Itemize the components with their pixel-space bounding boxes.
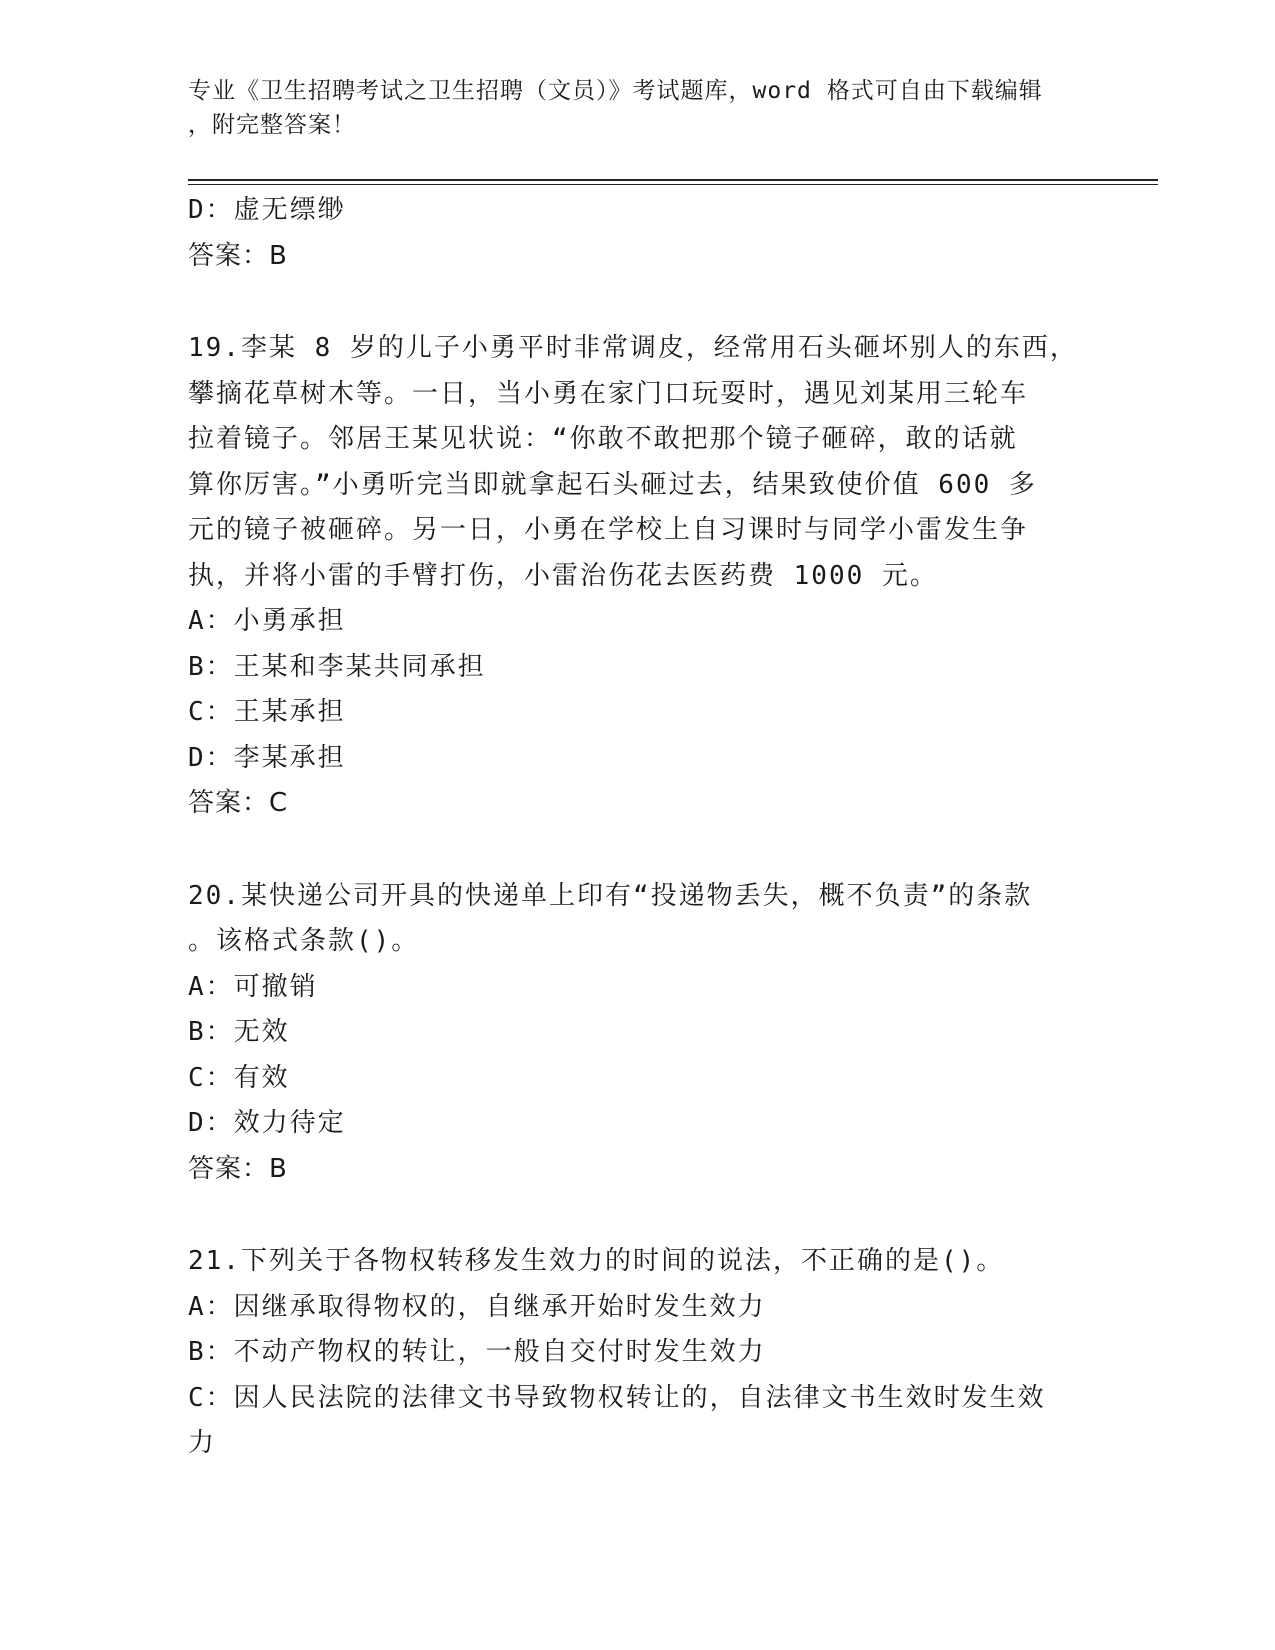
option-d: D：虚无缥缈	[188, 195, 346, 225]
question-text-line: 21.下列关于各物权转移发生效力的时间的说法，不正确的是()。	[188, 1246, 1005, 1276]
option-b: B：王某和李某共同承担	[188, 651, 486, 682]
option-d: D：李某承担	[188, 742, 346, 773]
previous-question-tail	[188, 188, 1088, 279]
option-a: A：可撤销	[188, 971, 318, 1002]
option-c-continuation: 力	[188, 1428, 217, 1458]
document-body	[188, 188, 1088, 1467]
document-header	[188, 74, 1088, 142]
option-a: A：因继承取得物权的，自继承开始时发生效力	[188, 1291, 766, 1322]
option-c: C：王某承担	[188, 697, 346, 727]
question-text-line: 19.李某 8 岁的儿子小勇平时非常调皮，经常用石头砸坏别人的东西，	[188, 333, 1078, 363]
header-divider-thin	[188, 184, 1158, 185]
question-text-line: 拉着镜子。邻居王某见状说：“你敢不敢把那个镜子砸碎，敢的话就	[188, 424, 1018, 454]
header-line-1: 专业《卫生招聘考试之卫生招聘（文员）》考试题库，word 格式可自由下载编辑	[188, 78, 1043, 104]
question-text-line: 。该格式条款()。	[188, 926, 420, 956]
option-c: C：有效	[188, 1062, 290, 1093]
answer-line: 答案：C	[188, 788, 289, 818]
option-d: D：效力待定	[188, 1108, 346, 1138]
option-c: C：因人民法院的法律文书导致物权转让的，自法律文书生效时发生效	[188, 1382, 1046, 1413]
question-text-line: 执，并将小雷的手臂打伤，小雷治伤花去医药费 1000 元。	[188, 560, 938, 591]
option-a: A：小勇承担	[188, 606, 346, 636]
answer-line: 答案：B	[188, 240, 288, 271]
header-divider-thick	[188, 179, 1158, 181]
question-text-line: 元的镜子被砸碎。另一日，小勇在学校上自习课时与同学小雷发生争	[188, 515, 1029, 545]
question-text-line: 攀摘花草树木等。一日，当小勇在家门口玩耍时，遇见刘某用三轮车	[188, 378, 1029, 409]
question-21	[188, 1239, 1088, 1467]
header-line-2: ，附完整答案！	[188, 112, 356, 138]
question-20	[188, 874, 1088, 1193]
option-b: B：无效	[188, 1017, 290, 1047]
answer-line: 答案：B	[188, 1153, 288, 1184]
question-text-line: 20.某快递公司开具的快递单上印有“投递物丢失，概不负责”的条款	[188, 880, 1033, 911]
option-b: B：不动产物权的转让，一般自交付时发生效力	[188, 1337, 766, 1367]
question-text-line: 算你厉害。”小勇听完当即就拿起石头砸过去，结果致使价值 600 多	[188, 469, 1037, 500]
question-19	[188, 326, 1088, 827]
